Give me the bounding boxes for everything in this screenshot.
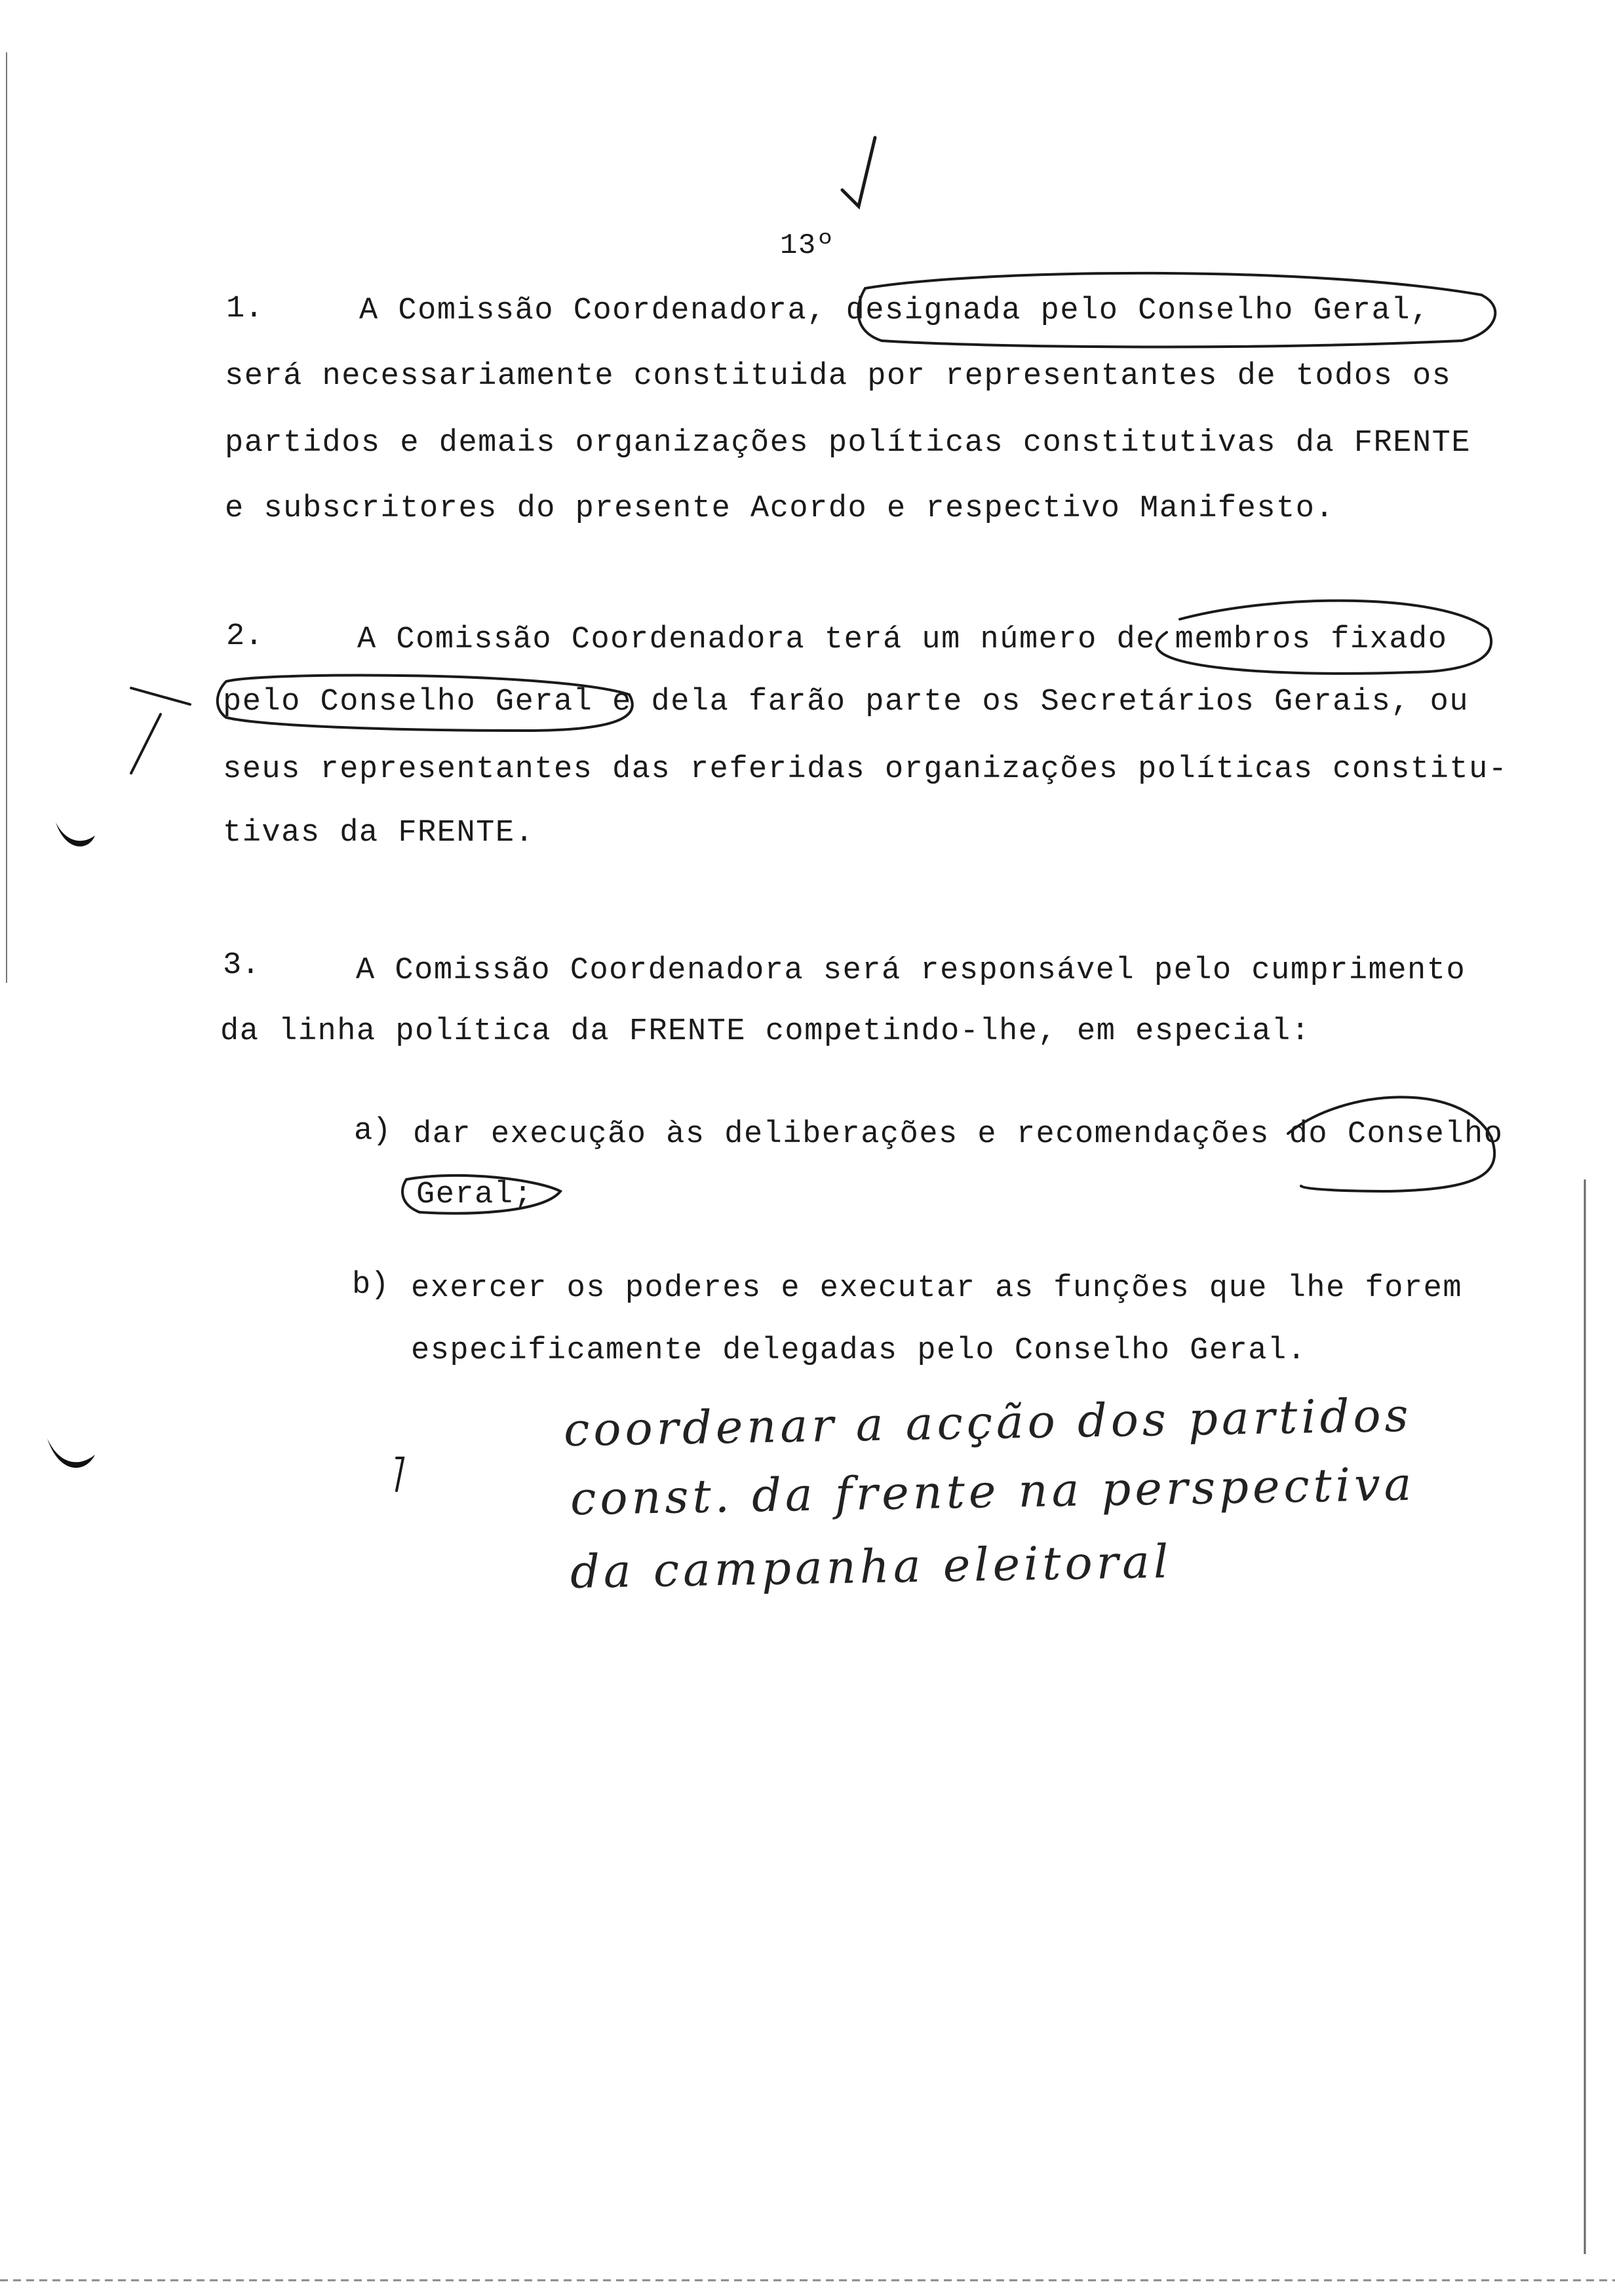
item-b-line-2: especificamente delegadas pelo Conselho Geral. xyxy=(411,1333,1307,1368)
item-a-line-1: dar execução às deliberações e recomendações do Conselho xyxy=(413,1117,1504,1152)
item-a-line-2: Geral; xyxy=(416,1177,534,1212)
paragraph-3-line-2: da linha política da FRENTE competindo-lhe, em especial: xyxy=(220,1014,1311,1049)
margin-mark-7 xyxy=(397,1458,403,1491)
circle-designada xyxy=(858,273,1495,347)
item-a-letter: a) xyxy=(354,1114,391,1149)
item-b-letter: b) xyxy=(352,1268,389,1303)
paragraph-1-line-1: A Comissão Coordenadora, designada pelo Conselho Geral, xyxy=(359,294,1430,328)
paragraph-2-line-3: seus representantes das referidas organizações políticas constitu- xyxy=(223,752,1508,787)
circle-geral xyxy=(402,1176,560,1214)
check-mark xyxy=(842,138,875,206)
paragraph-2-line-4: tivas da FRENTE. xyxy=(223,816,535,851)
handwritten-note-line-2: const. da frente na perspectiva xyxy=(570,1457,1416,1526)
circle-pelo-conselho xyxy=(218,675,632,731)
handwritten-note-line-1: coordenar a acção dos partidos xyxy=(563,1388,1413,1457)
binder-mark-2 xyxy=(47,1438,95,1468)
margin-slash xyxy=(131,714,161,773)
margin-dash xyxy=(131,688,190,704)
paragraph-1-line-3: partidos e demais organizações políticas constitutivas da FRENTE xyxy=(225,426,1471,461)
page-number: 13º xyxy=(780,229,835,262)
paragraph-3-number: 3. xyxy=(223,948,260,983)
circle-membros xyxy=(1157,601,1491,674)
binder-mark-1 xyxy=(56,822,95,847)
paragraph-2-line-1: A Comissão Coordenadora terá um número de membros fixado xyxy=(357,622,1448,657)
paragraph-1-line-2: será necessariamente constituida por representantes de todos os xyxy=(225,359,1452,394)
paragraph-1-number: 1. xyxy=(226,292,263,326)
circle-do-conselho xyxy=(1288,1097,1494,1191)
item-b-line-1: exercer os poderes e executar as funções que lhe forem xyxy=(411,1271,1463,1306)
paragraph-2-line-2: pelo Conselho Geral e dela farão parte os Secretários Gerais, ou xyxy=(223,685,1469,719)
paragraph-2-number: 2. xyxy=(226,619,263,654)
paragraph-1-line-4: e subscritores do presente Acordo e respectivo Manifesto. xyxy=(225,491,1335,526)
paragraph-3-line-1: A Comissão Coordenadora será responsável pelo cumprimento xyxy=(356,953,1466,988)
handwritten-note-line-3: da campanha eleitoral xyxy=(570,1534,1173,1599)
